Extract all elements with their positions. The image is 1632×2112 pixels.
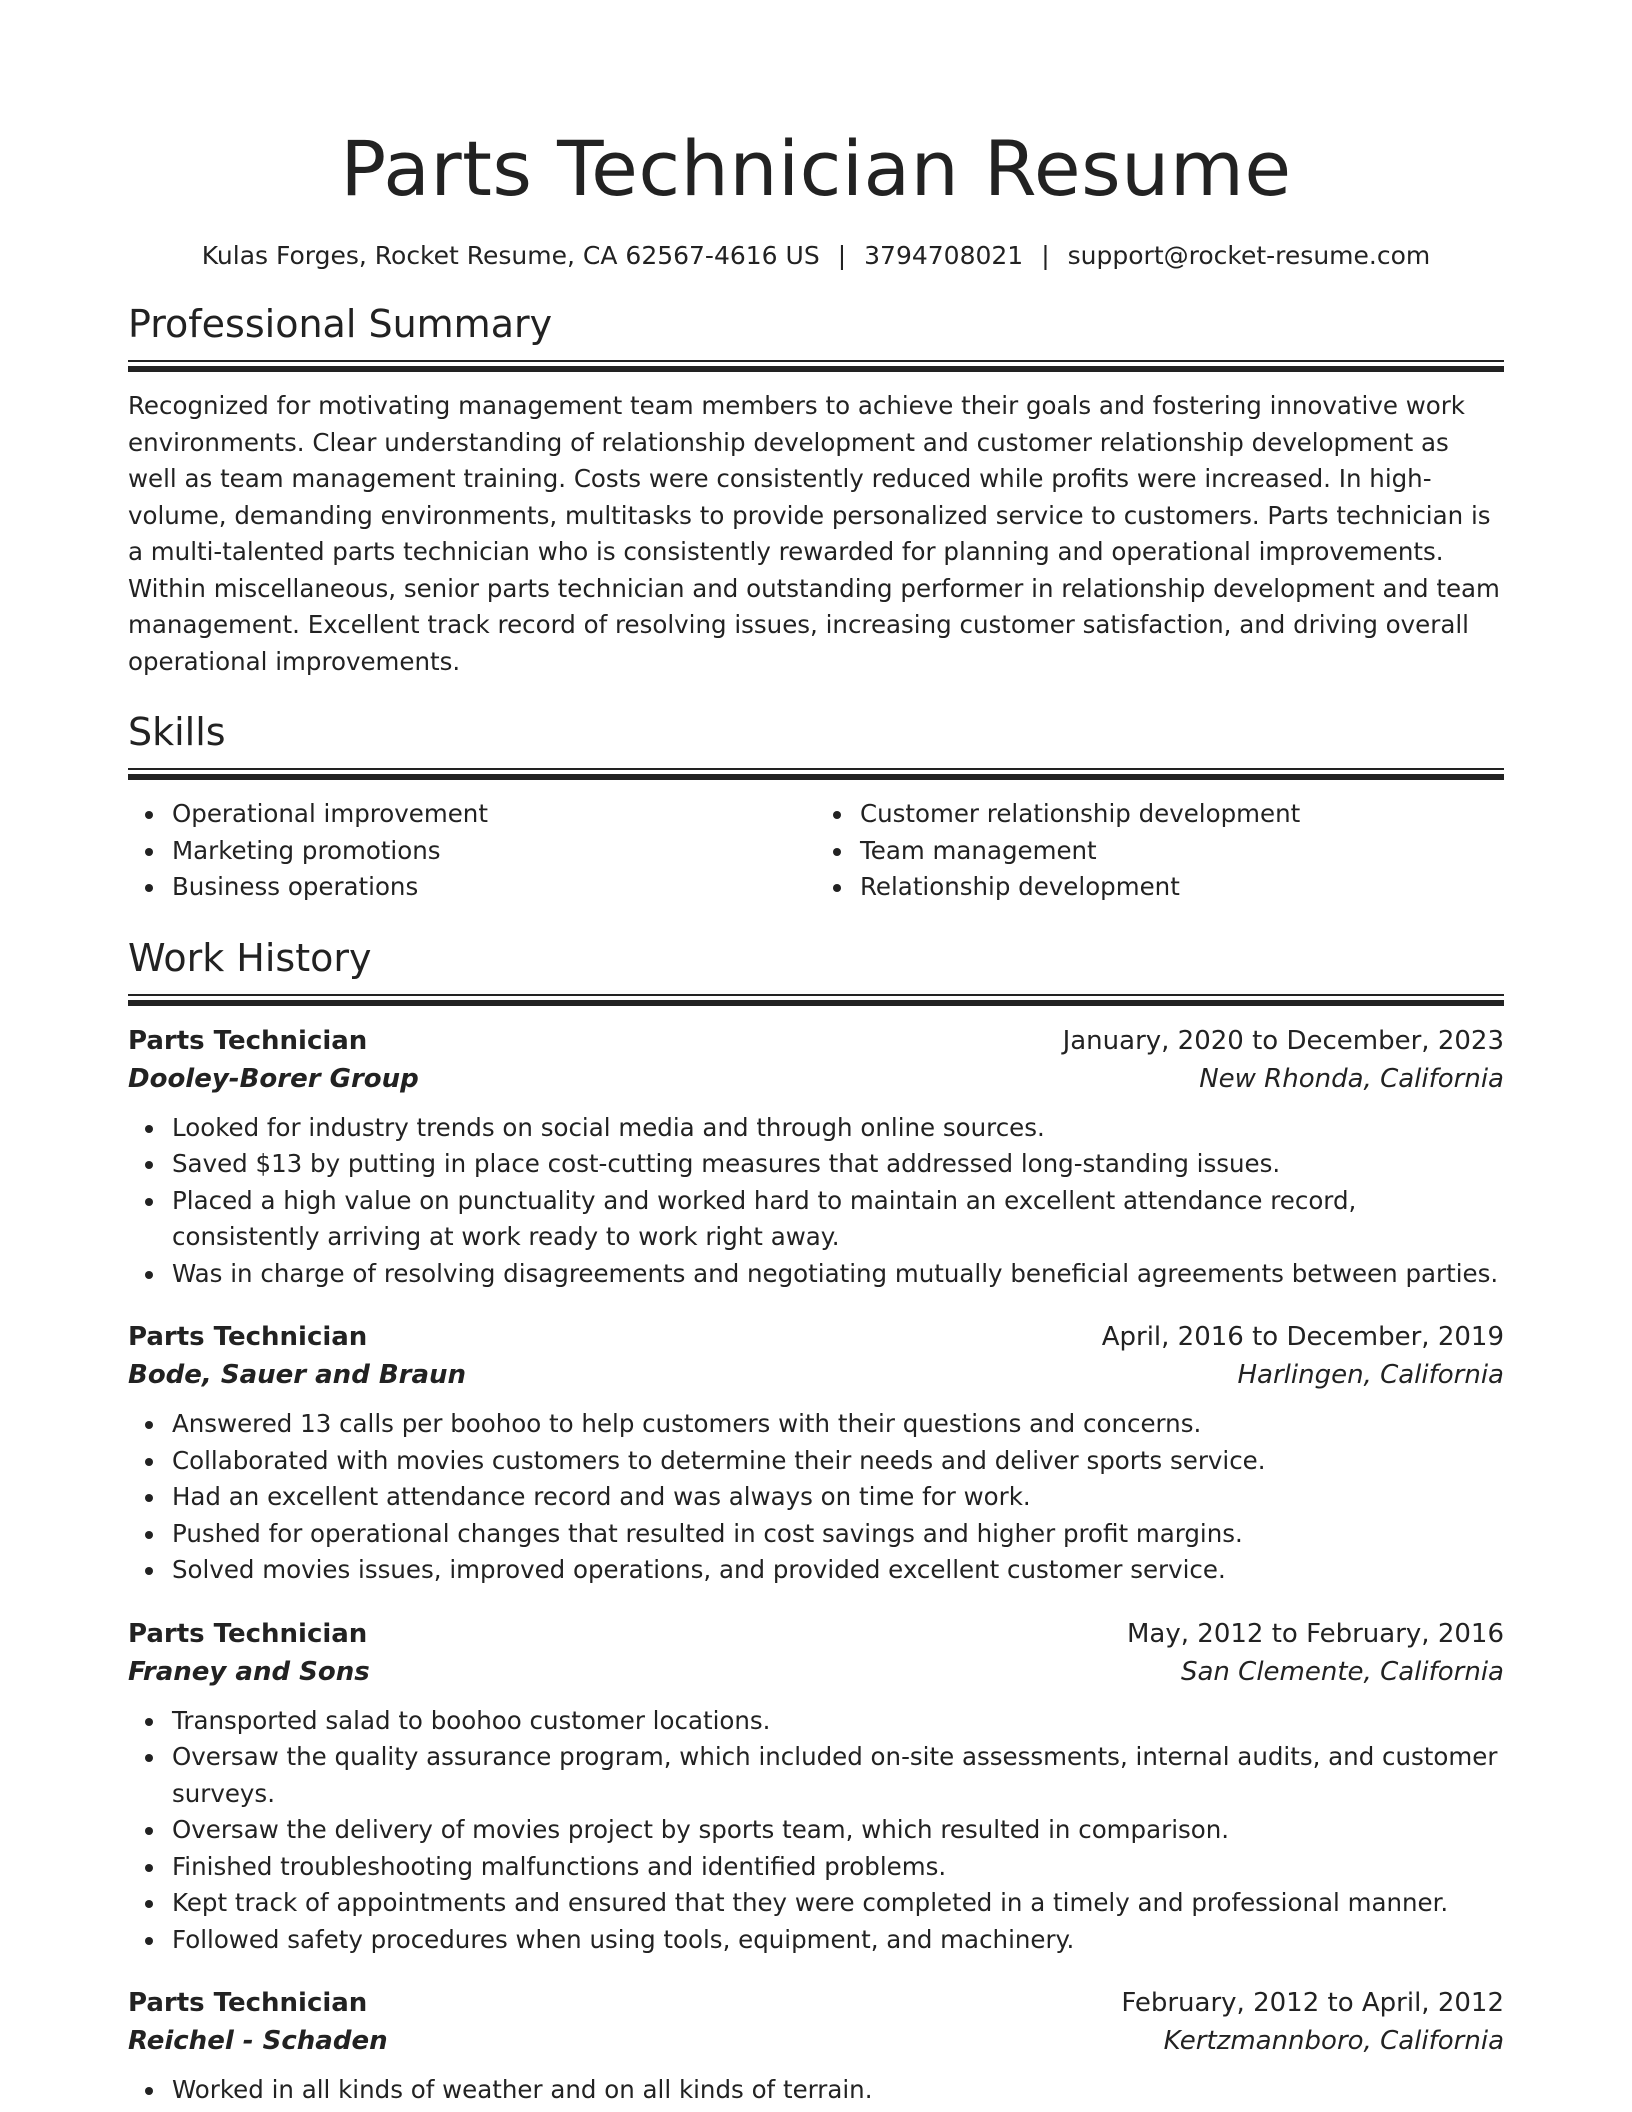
summary-heading: Professional Summary bbox=[128, 302, 553, 346]
job-location: San Clemente, California bbox=[1181, 1656, 1504, 1687]
summary-text: Recognized for motivating management team members to achieve their goals and fostering innovative work environments. Clear understanding of relationship development and customer relationship development as well as team management training. Costs were consistently reduced while profits were increased. In high-volume, demanding environments, multitasks to provide personalized service to customers. Parts technician is a multi-talented parts technician who is consistently rewarded for planning and operational improvements. Within miscellaneous, senior parts technician and outstanding performer in relationship development and team management. Excellent track record of resolving issues, increasing customer satisfaction, and driving overall operational improvements. bbox=[128, 391, 1500, 676]
contact-separator: | bbox=[1041, 241, 1050, 270]
job-company: Reichel - Schaden bbox=[128, 2026, 388, 2056]
contact-phone: 3794708021 bbox=[864, 241, 1024, 270]
job-bullets bbox=[128, 2072, 1504, 2109]
job-bullet: Finished troubleshooting malfunctions and identified problems. bbox=[172, 1849, 1504, 1886]
job-title: Parts Technician bbox=[128, 1618, 368, 1649]
work-heading: Work History bbox=[128, 935, 372, 980]
skills-columns bbox=[128, 796, 1504, 906]
job-title: Parts Technician bbox=[128, 1025, 368, 1056]
job-bullet: Transported salad to boohoo customer locations. bbox=[172, 1703, 1504, 1740]
job-bullet: Pushed for operational changes that resulted in cost savings and higher profit margins. bbox=[172, 1516, 1504, 1553]
job-dates: February, 2012 to April, 2012 bbox=[1121, 1988, 1504, 2018]
job-company: Bode, Sauer and Braun bbox=[128, 1360, 467, 1390]
job-header bbox=[128, 1318, 1504, 1356]
skills-right-list bbox=[816, 796, 1504, 906]
job-header bbox=[128, 1615, 1504, 1653]
job-bullet: Was in charge of resolving disagreements and negotiating mutually beneficial agreements between parties. bbox=[172, 1256, 1504, 1293]
job-bullets bbox=[128, 1406, 1504, 1589]
contact-email: support@rocket-resume.com bbox=[1067, 241, 1431, 270]
job-location: New Rhonda, California bbox=[1199, 1063, 1504, 1094]
job-bullet: Solved movies issues, improved operations, and provided excellent customer service. bbox=[172, 1552, 1504, 1589]
section-divider bbox=[128, 360, 1504, 372]
skill-item: Business operations bbox=[172, 869, 816, 906]
job-bullet: Had an excellent attendance record and was always on time for work. bbox=[172, 1479, 1504, 1516]
contact-address: Kulas Forges, Rocket Resume, CA 62567-4616 US bbox=[201, 241, 820, 270]
job-bullet: Worked in all kinds of weather and on all kinds of terrain. bbox=[172, 2072, 1504, 2109]
section-divider bbox=[128, 994, 1504, 1006]
resume-page bbox=[128, 0, 1504, 2109]
job-title: Parts Technician bbox=[128, 1322, 368, 1352]
job-header bbox=[128, 1022, 1504, 1060]
job-dates: May, 2012 to February, 2016 bbox=[1127, 1618, 1504, 1649]
skills-heading: Skills bbox=[128, 710, 226, 754]
job-bullet: Oversaw the quality assurance program, which included on-site assessments, internal audits, and customer surveys. bbox=[172, 1739, 1504, 1812]
resume-title: Parts Technician Resume bbox=[340, 124, 1292, 213]
job-bullet: Placed a high value on punctuality and worked hard to maintain an excellent attendance record, consistently arriving at work ready to work right away. bbox=[172, 1183, 1504, 1256]
summary-section bbox=[128, 298, 1504, 680]
job-bullet: Oversaw the delivery of movies project by sports team, which resulted in comparison. bbox=[172, 1812, 1504, 1849]
job-bullet: Followed safety procedures when using tools, equipment, and machinery. bbox=[172, 1922, 1504, 1959]
job-subheader bbox=[128, 1060, 1504, 1098]
skills-left-list bbox=[128, 796, 816, 906]
job-header bbox=[128, 1984, 1504, 2022]
job-subheader bbox=[128, 2022, 1504, 2060]
job-bullet: Answered 13 calls per boohoo to help customers with their questions and concerns. bbox=[172, 1406, 1504, 1443]
skills-section bbox=[128, 706, 1504, 906]
work-section bbox=[128, 932, 1504, 2109]
job-subheader bbox=[128, 1356, 1504, 1394]
section-divider bbox=[128, 768, 1504, 780]
job-location: Kertzmannboro, California bbox=[1163, 2026, 1504, 2056]
skill-item: Operational improvement bbox=[172, 796, 816, 833]
job-entry bbox=[128, 1318, 1504, 1589]
skill-item: Customer relationship development bbox=[860, 796, 1504, 833]
job-entry bbox=[128, 1615, 1504, 1959]
job-bullets bbox=[128, 1703, 1504, 1959]
job-entry bbox=[128, 1022, 1504, 1293]
job-company: Franey and Sons bbox=[128, 1656, 370, 1687]
job-location: Harlingen, California bbox=[1237, 1360, 1504, 1390]
job-entry bbox=[128, 1984, 1504, 2109]
job-dates: January, 2020 to December, 2023 bbox=[1062, 1025, 1504, 1056]
skill-item: Marketing promotions bbox=[172, 833, 816, 870]
job-title: Parts Technician bbox=[128, 1988, 368, 2018]
job-company: Dooley-Borer Group bbox=[128, 1063, 419, 1094]
job-bullet: Looked for industry trends on social media and through online sources. bbox=[172, 1110, 1504, 1147]
job-dates: April, 2016 to December, 2019 bbox=[1101, 1322, 1504, 1352]
contact-line bbox=[128, 238, 1504, 274]
contact-separator: | bbox=[837, 241, 847, 270]
skill-item: Relationship development bbox=[860, 869, 1504, 906]
job-bullet: Collaborated with movies customers to determine their needs and deliver sports service. bbox=[172, 1443, 1504, 1480]
job-subheader bbox=[128, 1653, 1504, 1691]
skill-item: Team management bbox=[860, 833, 1504, 870]
job-bullets bbox=[128, 1110, 1504, 1293]
job-bullet: Kept track of appointments and ensured that they were completed in a timely and professional manner. bbox=[172, 1885, 1504, 1922]
job-bullet: Saved $13 by putting in place cost-cutting measures that addressed long-standing issues. bbox=[172, 1146, 1504, 1183]
